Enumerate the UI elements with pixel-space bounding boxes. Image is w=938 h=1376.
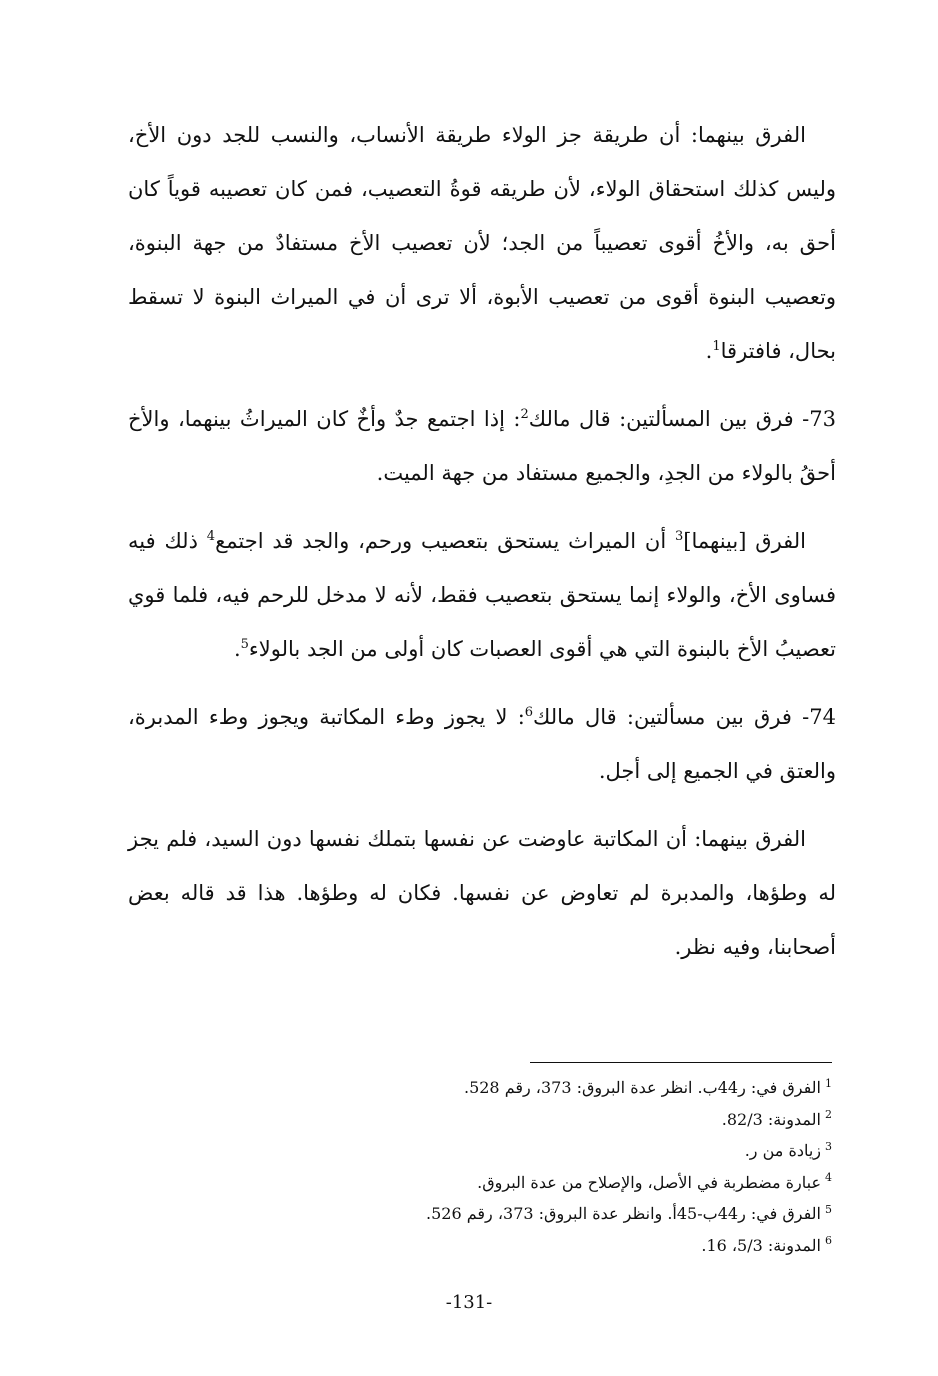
footnote-text: زيادة من ر. — [744, 1141, 821, 1160]
footnote-number: 4 — [825, 1171, 832, 1185]
footnote-text: الفرق في: ر44ب-45أ. وانظر عدة البروق: 373، رقم 526. — [426, 1204, 821, 1223]
text-run: 73- فرق بين المسألتين: قال مالك — [528, 407, 837, 431]
body-text — [128, 108, 836, 988]
footnote-6 — [200, 1230, 832, 1262]
footnote-4 — [200, 1167, 832, 1199]
footnote-number: 5 — [825, 1202, 832, 1216]
text-run: . — [705, 339, 713, 363]
footnote-ref: 6 — [524, 705, 534, 720]
paragraph-4 — [128, 690, 836, 798]
text-run: : لا يجوز وطء المكاتبة ويجوز وطء المدبرة، والعتق في الجميع إلى أجل. — [128, 705, 836, 783]
text-run: الفرق بينهما: أن المكاتبة عاوضت عن نفسها بتملك نفسها دون السيد، فلم يجز له وطؤها، والمدبرة لم تعاوض عن نفسها. فكان له وطؤها. هذا قد قاله بعض أصحابنا، وفيه نظر. — [128, 827, 836, 959]
footnote-ref: 1 — [712, 339, 721, 354]
footnote-text: المدونة: 5/3، 16. — [701, 1235, 821, 1255]
text-run: الفرق [بينهما] — [683, 529, 807, 553]
footnote-number: 2 — [825, 1108, 832, 1122]
footnote-ref: 2 — [520, 407, 529, 422]
footnote-text: المدونة: 82/3. — [721, 1109, 821, 1129]
text-run: . — [233, 637, 241, 661]
footnote-divider — [530, 1062, 832, 1063]
paragraph-3 — [128, 514, 836, 676]
footnote-ref: 4 — [206, 529, 216, 544]
footnote-number: 1 — [825, 1076, 832, 1090]
footnote-text: عبارة مضطربة في الأصل، والإصلاح من عدة البروق. — [477, 1172, 821, 1192]
paragraph-5 — [128, 812, 836, 974]
footnote-1 — [200, 1072, 832, 1104]
paragraph-2 — [128, 392, 836, 500]
text-run: : إذا اجتمع جدٌ وأخٌ كان الميراثُ بينهما، والأخ أحقُ بالولاء من الجدِ، والجميع مستفاد من جهة الميت. — [128, 407, 836, 485]
text-run: ذلك فيه فساوى الأخ، والولاء إنما يستحق بتعصيب فقط، لأنه لا مدخل للرحم فيه، فلما قوي تعصيبُ الأخ بالبنوة التي هي أقوى العصبات كان أولى من الجد بالولاء — [128, 529, 836, 661]
page-number: -131- — [445, 1292, 493, 1313]
footnote-number: 3 — [825, 1139, 832, 1153]
text-run: أن الميراث يستحق بتعصيب ورحم، والجد قد اجتمع — [215, 529, 676, 553]
text-run: الفرق بينهما: أن طريقة جز الولاء طريقة الأنساب، والنسب للجد دون الأخ، وليس كذلك استحقاق الولاء، لأن طريقه قوةُ التعصيب، فمن كان تعصيبه قوياً كان أحق به، والأخُ أقوى تعصيباً من الجد؛ لأن تعصيب الأخ مستفادٌ من جهة البنوة، وتعصيب البنوة أقوى من تعصيب الأبوة، ألا ترى أن في الميراث البنوة لا تسقط بحال، فافترقا — [128, 123, 836, 363]
footnote-ref: 3 — [675, 529, 684, 544]
footnotes — [200, 1072, 832, 1261]
footnote-text: الفرق في: ر44ب. انظر عدة البروق: 373، رقم 528. — [463, 1078, 821, 1097]
footnote-3 — [200, 1135, 832, 1167]
footnote-ref: 5 — [240, 637, 249, 652]
footnote-2 — [200, 1104, 832, 1136]
footnote-number: 6 — [825, 1234, 832, 1248]
footnote-5 — [200, 1198, 832, 1230]
paragraph-1 — [128, 108, 836, 378]
text-run: 74- فرق بين مسألتين: قال مالك — [533, 705, 836, 729]
